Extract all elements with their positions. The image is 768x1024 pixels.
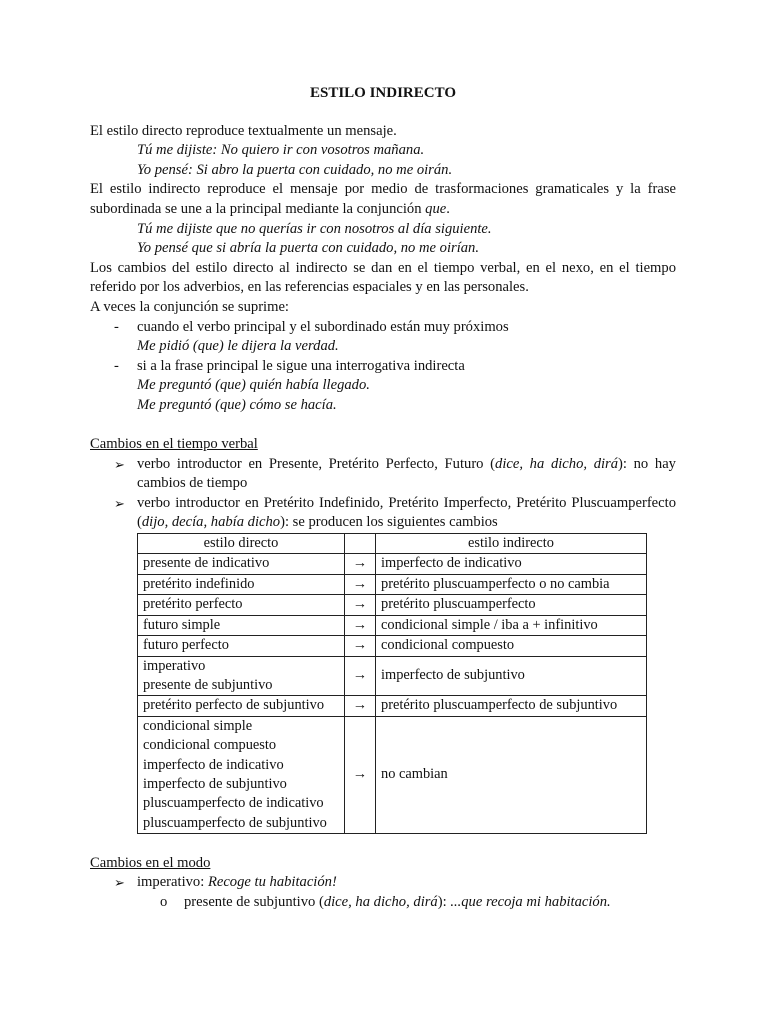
text-italic: dice, ha dicho, dirá <box>495 455 619 472</box>
cell-line: pluscuamperfecto de indicativo <box>143 795 324 812</box>
text-italic: ...que recoja mi habitación. <box>450 893 611 910</box>
cell-estilo-indirecto: condicional simple / iba a + infinitivo <box>376 615 647 635</box>
arrow-list-item <box>90 873 676 893</box>
cell-estilo-indirecto: pretérito pluscuamperfecto <box>376 595 647 615</box>
cell-estilo-directo <box>138 574 345 594</box>
cell-line: pretérito indefinido <box>143 575 255 592</box>
arrow-list-item <box>90 455 676 494</box>
example-3: Tú me dijiste que no querías ir con nosotros al día siguiente. <box>137 220 492 237</box>
intro-paragraph-3: Los cambios del estilo directo al indirecto se dan en el tiempo verbal, en el nexo, en el tiempo referido por los adverbios, en las referencias espaciales y en las personales. <box>90 259 676 296</box>
tense-changes-table <box>137 533 647 834</box>
table-row <box>138 574 647 594</box>
dash-list-item <box>90 318 676 338</box>
text-span: ): se producen los siguientes cambios <box>280 514 498 531</box>
cell-estilo-directo <box>138 696 345 716</box>
example-6: Me preguntó (que) quién había llegado. <box>137 377 370 394</box>
dash-bullet: - <box>114 318 119 335</box>
arrow-bullet-icon: ➢ <box>114 456 125 472</box>
cell-estilo-directo <box>138 615 345 635</box>
example-4: Yo pensé que si abría la puerta con cuidado, no me oirían. <box>137 240 479 257</box>
cell-estilo-indirecto: condicional compuesto <box>376 636 647 656</box>
text-span: El estilo indirecto reproduce el mensaje por medio de trasformaciones gramaticales y la frase subordinada se une a la principal mediante la conjunción <box>90 181 676 217</box>
text-span: ): <box>437 893 451 910</box>
conjunction-que: que <box>425 200 447 217</box>
cell-estilo-indirecto: imperfecto de indicativo <box>376 554 647 574</box>
arrow-cell: → <box>345 716 376 833</box>
example-1: Tú me dijiste: No quiero ir con vosotros mañana. <box>137 142 425 159</box>
section-heading-tiempo: Cambios en el tiempo verbal <box>90 436 258 453</box>
text-span: verbo introductor en Presente, Pretérito Perfecto, Futuro ( <box>137 455 496 472</box>
intro-paragraph-4: A veces la conjunción se suprime: <box>90 298 289 315</box>
cell-estilo-directo <box>138 595 345 615</box>
text-italic: dijo, decía, había dicho <box>141 514 281 531</box>
dash-list-item <box>90 357 676 377</box>
table-row <box>138 716 647 833</box>
intro-paragraph-2 <box>90 180 676 219</box>
cell-estilo-indirecto: imperfecto de subjuntivo <box>376 656 647 696</box>
text-italic: dice, ha dicho, dirá <box>323 893 438 910</box>
cell-line: imperativo <box>143 657 206 674</box>
cell-line: condicional simple <box>143 717 253 734</box>
cell-estilo-directo <box>138 636 345 656</box>
page-title: ESTILO INDIRECTO <box>309 85 457 101</box>
sub-list-item <box>90 893 676 913</box>
list-item-text: si a la frase principal le sigue una interrogativa indirecta <box>137 357 465 374</box>
cell-estilo-directo <box>138 554 345 574</box>
table-row <box>138 636 647 656</box>
cell-line: imperfecto de subjuntivo <box>143 775 287 792</box>
circle-bullet: o <box>160 893 168 910</box>
dash-bullet: - <box>114 357 119 374</box>
document-page <box>90 84 676 913</box>
arrow-cell: → <box>345 615 376 635</box>
text-span: imperativo: <box>137 874 208 891</box>
cell-line: pretérito perfecto de subjuntivo <box>143 697 325 714</box>
table-row <box>138 615 647 635</box>
cell-line: futuro perfecto <box>143 637 229 654</box>
list-item-text: cuando el verbo principal y el subordinado están muy próximos <box>137 318 509 335</box>
example-7: Me preguntó (que) cómo se hacía. <box>137 396 337 413</box>
spacer <box>90 416 676 436</box>
cell-estilo-directo <box>138 716 345 833</box>
header-estilo-directo: estilo directo <box>138 534 345 554</box>
section-heading-modo: Cambios en el modo <box>90 854 211 871</box>
arrow-cell: → <box>345 636 376 656</box>
cell-estilo-indirecto: no cambian <box>376 716 647 833</box>
table-body <box>138 554 647 834</box>
table-row <box>138 554 647 574</box>
cell-line: pretérito perfecto <box>143 596 243 613</box>
arrow-list-item <box>90 494 676 533</box>
table-header-row <box>138 534 647 554</box>
text-italic: Recoge tu habitación! <box>207 874 337 891</box>
arrow-cell: → <box>345 696 376 716</box>
header-estilo-indirecto: estilo indirecto <box>376 534 647 554</box>
cell-line: presente de subjuntivo <box>143 676 273 693</box>
example-2: Yo pensé: Si abro la puerta con cuidado, no me oirán. <box>137 161 453 178</box>
arrow-cell: → <box>345 656 376 696</box>
arrow-cell: → <box>345 595 376 615</box>
cell-estilo-indirecto: pretérito pluscuamperfecto o no cambia <box>376 574 647 594</box>
cell-estilo-directo <box>138 656 345 696</box>
table-row <box>138 656 647 696</box>
cell-estilo-indirecto: pretérito pluscuamperfecto de subjuntivo <box>376 696 647 716</box>
cell-line: presente de indicativo <box>143 555 270 572</box>
text-span: presente de subjuntivo ( <box>184 893 324 910</box>
cell-line: condicional compuesto <box>143 737 277 754</box>
cell-line: pluscuamperfecto de subjuntivo <box>143 814 327 831</box>
cell-line: futuro simple <box>143 616 221 633</box>
header-arrow-cell <box>345 534 376 554</box>
arrow-bullet-icon: ➢ <box>114 875 125 891</box>
intro-paragraph-1: El estilo directo reproduce textualmente un mensaje. <box>90 122 397 139</box>
example-5: Me pidió (que) le dijera la verdad. <box>137 338 339 355</box>
table-row <box>138 595 647 615</box>
arrow-cell: → <box>345 574 376 594</box>
text-span: ): no hay cambios de tiempo <box>137 455 676 492</box>
arrow-bullet-icon: ➢ <box>114 495 125 511</box>
text-span: verbo introductor en Pretérito Indefinido, Pretérito Imperfecto, Pretérito Pluscuamperfecto ( <box>137 494 676 531</box>
text-span: . <box>446 200 450 217</box>
spacer <box>90 834 676 854</box>
arrow-cell: → <box>345 554 376 574</box>
cell-line: imperfecto de indicativo <box>143 756 284 773</box>
table-row <box>138 696 647 716</box>
